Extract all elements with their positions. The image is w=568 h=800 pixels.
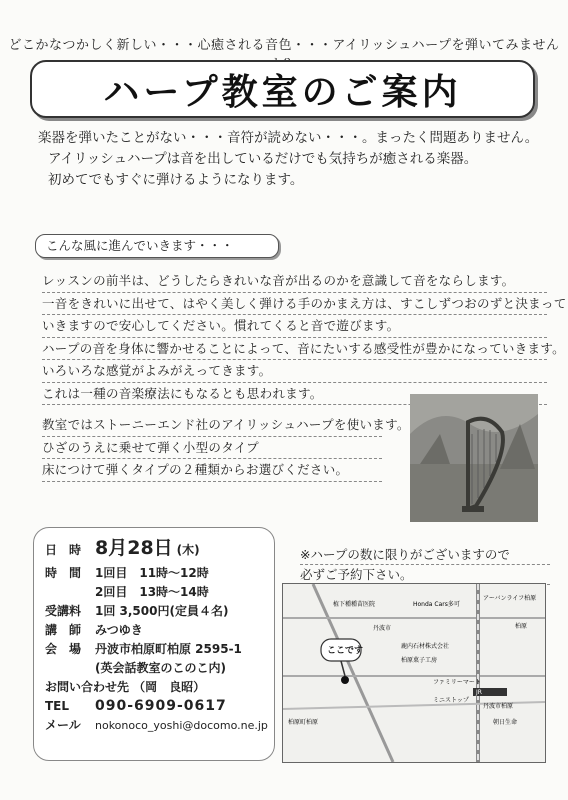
mail-label: メール — [45, 718, 81, 732]
map-label: 鹿内石材株式会社 — [401, 643, 450, 650]
map-label: 柏原 — [515, 623, 528, 630]
date-day: (木) — [176, 543, 200, 557]
map-station-label: JR — [476, 689, 482, 696]
intro-text — [38, 128, 558, 191]
contact-label: お問い合わせ先 （岡 良昭） — [45, 680, 206, 694]
title-banner — [30, 60, 535, 118]
teacher-value: みつゆき — [95, 623, 143, 637]
harp-line: 教室ではストーニーエンド社のアイリッシュハープを使います。 — [42, 414, 382, 437]
time-label: 時 間 — [45, 566, 82, 580]
intro-line: 初めてでもすぐに弾けるようになります。 — [48, 172, 304, 188]
time-slot-2: 2回目 13時～14時 — [95, 585, 209, 599]
map-label: アーバンライフ柏原 — [483, 595, 537, 602]
event-info — [45, 539, 268, 735]
fee-label: 受講料 — [45, 604, 82, 618]
notice-line: 必ずご予約下さい。 — [300, 565, 550, 585]
tel-value[interactable]: 090-6909-0617 — [95, 698, 227, 714]
lesson-line: レッスンの前半は、どうしたらきれいな音が出るのかを意識して音をならします。 — [42, 270, 547, 293]
intro-line: アイリッシュハープは音を出しているだけでも気持ちが癒される楽器。 — [48, 151, 478, 167]
map-label: 丹波市柏原 — [483, 703, 514, 710]
lesson-line: これは一種の音楽療法にもなるとも思われます。 — [42, 383, 547, 406]
fee-value: 1回 3,500円(定員４名) — [95, 604, 229, 618]
map-label: 柏原菓子工房 — [401, 657, 438, 664]
lesson-line: ハープの音を身体に響かせることによって、音にたいする感受性が豊かになっていきます。 — [42, 338, 547, 361]
mail-value[interactable]: nokonoco_yoshi@docomo.ne.jp — [95, 719, 268, 732]
venue-value: 丹波市柏原町柏原 2595-1 — [95, 642, 242, 656]
map-label: 朝日生命 — [493, 719, 518, 726]
access-map — [282, 583, 546, 763]
lesson-line: いろいろな感覚がよみがえってきます。 — [42, 360, 547, 383]
intro-line: 楽器を弾いたことがない・・・音符が読めない・・・。まったく問題ありません。 — [38, 130, 539, 146]
date-value: 8月28日 — [95, 537, 173, 559]
map-label: 丹波市 — [373, 625, 392, 632]
notice-line: ※ハープの数に限りがございますので — [300, 545, 550, 565]
harp-photo — [410, 394, 538, 522]
page-title: ハープ教室のご案内 — [103, 71, 462, 113]
tagline: どこかなつかしく新しい・・・心癒される音色・・・アイリッシュハープを弾いてみません — [8, 38, 560, 53]
tel-label: TEL — [45, 699, 70, 713]
location-marker-icon — [341, 676, 349, 684]
date-label: 日 時 — [45, 543, 82, 557]
venue-label: 会 場 — [45, 642, 82, 656]
lesson-line: いきますので安心してください。慣れてくると音で遊びます。 — [42, 315, 547, 338]
progress-heading: こんな風に進んでいきます・・・ — [35, 234, 279, 258]
time-slot-1: 1回目 11時～12時 — [95, 566, 209, 580]
lesson-description — [42, 270, 567, 405]
venue-note: (英会話教室のこのこ内) — [95, 661, 226, 675]
map-label: Honda Cars多可 — [413, 601, 460, 608]
harp-line: 床につけて弾くタイプの２種類からお選びください。 — [42, 459, 382, 482]
map-label: ミニストップ — [433, 697, 469, 704]
lesson-line: 一音をきれいに出せて、はやく美しく弾ける手のかまえ方は、すこしずつおのずと決まって — [42, 293, 547, 316]
map-label: ファミリーマート — [433, 679, 481, 686]
harp-line: ひざのうえに乗せて弾く小型のタイプ — [42, 437, 382, 460]
teacher-label: 講 師 — [45, 623, 82, 637]
map-marker-label: ここです — [327, 646, 364, 656]
harp-description — [42, 414, 410, 482]
map-label: 柏原町柏原 — [288, 719, 319, 726]
reservation-notice — [300, 545, 550, 585]
map-label: 植下種種苗医院 — [333, 601, 376, 608]
